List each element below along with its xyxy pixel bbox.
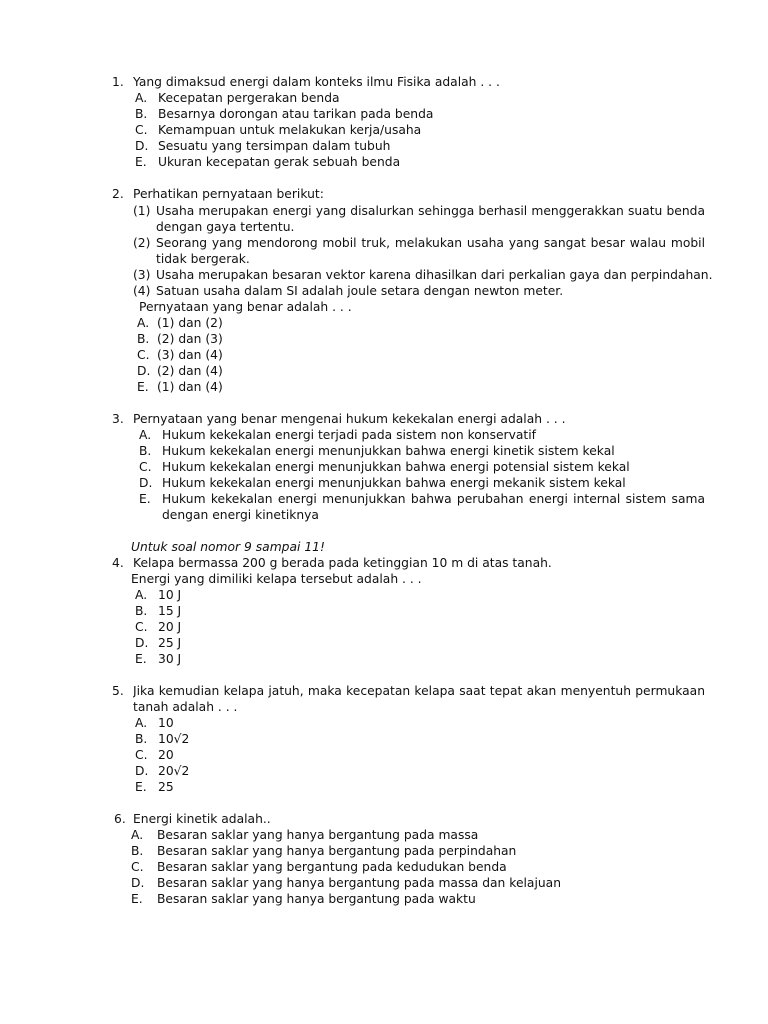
- option-text: Besaran saklar yang hanya bergantung pada massa: [157, 828, 479, 842]
- option-letter: B.: [139, 444, 152, 458]
- option-letter: C.: [131, 860, 144, 874]
- option-letter: B.: [131, 844, 144, 858]
- option-text: Besaran saklar yang bergantung pada kedudukan benda: [157, 860, 507, 874]
- statement-label: (1): [133, 204, 151, 218]
- option-text: Hukum kekekalan energi menunjukkan bahwa energi mekanik sistem kekal: [162, 476, 626, 490]
- option-letter: D.: [135, 636, 149, 650]
- option-text: Sesuatu yang tersimpan dalam tubuh: [158, 139, 391, 153]
- option-letter: D.: [131, 876, 145, 890]
- option-letter: A.: [139, 428, 152, 442]
- question-stem: Pernyataan yang benar mengenai hukum kekekalan energi adalah . . .: [133, 412, 566, 426]
- statement-text: Usaha merupakan besaran vektor karena dihasilkan dari perkalian gaya dan perpindahan.: [156, 268, 713, 282]
- option-text: 10√2: [158, 732, 190, 746]
- option-letter: C.: [135, 620, 148, 634]
- option-letter: E.: [137, 380, 149, 394]
- option-letter: E.: [135, 652, 147, 666]
- option-text: dengan energi kinetiknya: [162, 508, 319, 522]
- question-number: 2.: [112, 187, 124, 201]
- question-number: 4.: [112, 556, 124, 570]
- statement-text: Usaha merupakan energi yang disalurkan sehingga berhasil menggerakkan suatu benda: [156, 204, 705, 218]
- question-number: 3.: [112, 412, 124, 426]
- option-text: Besaran saklar yang hanya bergantung pada waktu: [157, 892, 476, 906]
- statement-label: (4): [133, 284, 151, 298]
- option-letter: E.: [135, 155, 147, 169]
- statement-text: Satuan usaha dalam SI adalah joule setara dengan newton meter.: [156, 284, 564, 298]
- option-text: 25: [158, 780, 174, 794]
- option-text: (3) dan (4): [157, 348, 223, 362]
- statement-label: (2): [133, 236, 151, 250]
- question-stem: Energi yang dimiliki kelapa tersebut adalah . . .: [131, 572, 422, 586]
- question-prompt: Pernyataan yang benar adalah . . .: [139, 300, 352, 314]
- question-number: 1.: [112, 75, 124, 89]
- option-text: Hukum kekekalan energi menunjukkan bahwa energi potensial sistem kekal: [162, 460, 630, 474]
- question-stem: Energi kinetik adalah..: [133, 812, 271, 826]
- option-letter: C.: [137, 348, 150, 362]
- option-letter: D.: [139, 476, 153, 490]
- option-text: 20√2: [158, 764, 190, 778]
- option-text: Kemampuan untuk melakukan kerja/usaha: [158, 123, 422, 137]
- option-text: (1) dan (2): [157, 316, 223, 330]
- question-stem: Yang dimaksud energi dalam konteks ilmu Fisika adalah . . .: [133, 75, 500, 89]
- option-letter: E.: [131, 892, 143, 906]
- option-text: Besaran saklar yang hanya bergantung pada perpindahan: [157, 844, 517, 858]
- option-letter: D.: [135, 139, 149, 153]
- option-text: 30 J: [158, 652, 182, 666]
- option-letter: A.: [131, 828, 144, 842]
- option-letter: A.: [135, 716, 148, 730]
- question-stem: Jika kemudian kelapa jatuh, maka kecepatan kelapa saat tepat akan menyentuh permukaan: [133, 684, 705, 698]
- option-text: 10: [158, 716, 174, 730]
- option-letter: C.: [139, 460, 152, 474]
- option-letter: B.: [135, 107, 148, 121]
- question-stem: tanah adalah . . .: [133, 700, 238, 714]
- option-letter: D.: [135, 764, 149, 778]
- option-letter: B.: [135, 604, 148, 618]
- option-letter: C.: [135, 748, 148, 762]
- option-letter: D.: [137, 364, 151, 378]
- option-text: Ukuran kecepatan gerak sebuah benda: [158, 155, 401, 169]
- question-number: 6.: [114, 812, 126, 826]
- option-text: Besaran saklar yang hanya bergantung pada massa dan kelajuan: [157, 876, 561, 890]
- option-letter: A.: [137, 316, 150, 330]
- option-text: Besarnya dorongan atau tarikan pada benda: [158, 107, 434, 121]
- question-number: 5.: [112, 684, 124, 698]
- option-text: Hukum kekekalan energi terjadi pada sistem non konservatif: [162, 428, 536, 442]
- question-stem: Kelapa bermassa 200 g berada pada ketinggian 10 m di atas tanah.: [133, 556, 552, 570]
- option-letter: A.: [135, 91, 148, 105]
- option-text: 25 J: [158, 636, 182, 650]
- statement-text: tidak bergerak.: [156, 252, 250, 266]
- section-note: Untuk soal nomor 9 sampai 11!: [131, 540, 325, 554]
- option-text: (2) dan (3): [157, 332, 223, 346]
- option-text: 15 J: [158, 604, 182, 618]
- question-stem: Perhatikan pernyataan berikut:: [133, 187, 324, 201]
- option-text: 20: [158, 748, 174, 762]
- statement-label: (3): [133, 268, 151, 282]
- statement-text: dengan gaya tertentu.: [156, 220, 295, 234]
- option-letter: C.: [135, 123, 148, 137]
- option-text: Hukum kekekalan energi menunjukkan bahwa perubahan energi internal sistem sama: [162, 492, 705, 506]
- option-text: 20 J: [158, 620, 182, 634]
- option-text: (2) dan (4): [157, 364, 223, 378]
- option-letter: B.: [137, 332, 150, 346]
- option-text: Hukum kekekalan energi menunjukkan bahwa energi kinetik sistem kekal: [162, 444, 615, 458]
- option-letter: E.: [135, 780, 147, 794]
- option-letter: B.: [135, 732, 148, 746]
- option-text: 10 J: [158, 588, 182, 602]
- option-letter: E.: [139, 492, 151, 506]
- option-text: (1) dan (4): [157, 380, 223, 394]
- option-letter: A.: [135, 588, 148, 602]
- statement-text: Seorang yang mendorong mobil truk, melakukan usaha yang sangat besar walau mobil: [156, 236, 705, 250]
- option-text: Kecepatan pergerakan benda: [158, 91, 340, 105]
